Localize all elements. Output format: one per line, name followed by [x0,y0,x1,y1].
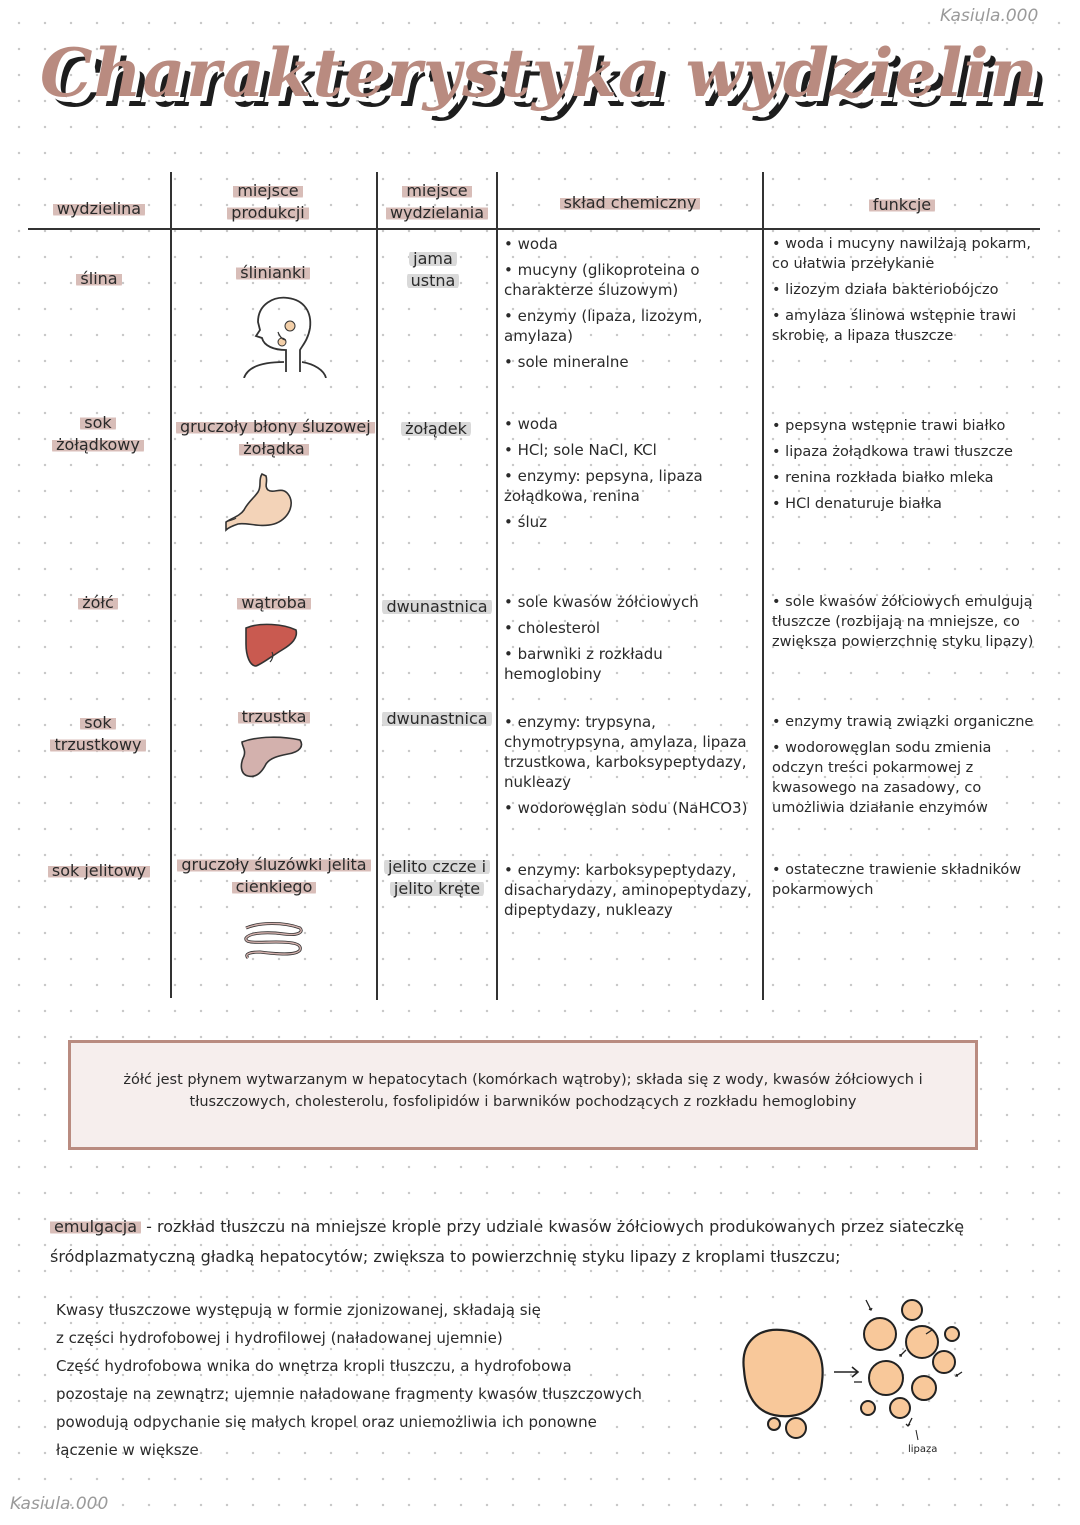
header-secretion-site: miejsce wydzielania [382,180,492,224]
row-intestinal-secretion: sok jelitowy [28,860,170,882]
composition-item: • cholesterol [504,618,764,638]
composition-item: • enzymy: trypsyna, chymotrypsyna, amylaza, lipaza trzustkowa, karboksypeptydazy, nukleazy [504,712,764,792]
lipase-label: lipaza [908,1444,938,1455]
function-item: • pepsyna wstępnie trawi białko [772,416,1038,436]
paragraph-line: Część hydrofobowa wnika do wnętrza kropli tłuszczu, a hydrofobowa [56,1357,572,1375]
fatty-acids-paragraph [56,1296,706,1464]
function-item: • lipaza żołądkowa trawi tłuszcze [772,442,1038,462]
secretions-table [28,172,1040,1002]
row-pancreatic-functions [772,712,1038,824]
emulsification-diagram [730,1290,990,1460]
composition-item: • sole kwasów żółciowych [504,592,764,612]
row-pancreatic-site: dwunastnica [380,708,494,730]
row-saliva-secretion: ślina [28,268,170,290]
head-icon [234,292,330,378]
page-title: Charakterystyka wydzielin [40,34,1039,112]
function-item: • HCl denaturuje białka [772,494,1038,514]
row-bile-production: wątroba [176,592,372,614]
pancreas-icon [238,734,306,782]
header-production: miejsce produkcji [208,180,328,224]
composition-item: • enzymy: pepsyna, lipaza żołądkowa, renina [504,466,762,506]
composition-item: • woda [504,414,762,434]
composition-item: • śluz [504,512,762,532]
composition-item: • mucyny (glikoproteina o charakterze śluzowym) [504,260,762,300]
composition-item: • wodorowęglan sodu (NaHCO3) [504,798,764,818]
function-item: • renina rozkłada białko mleka [772,468,1038,488]
composition-item: • barwniki z rozkładu hemoglobiny [504,644,764,684]
function-item: • amylaza ślinowa wstępnie trawi skrobię, a lipaza tłuszcze [772,306,1038,346]
stomach-icon [224,472,300,532]
bile-note-text: żółć jest płynem wytwarzanym w hepatocytach (komórkach wątroby); składa się z wody, kwasów żółciowych i tłuszczowych, cholesterolu, fosfolipidów i barwników pochodzących z rozkładu hemoglobiny [123,1072,923,1110]
header-composition: skład chemiczny [498,192,762,214]
row-pancreatic-secretion: sok trzustkowy [38,712,158,756]
bile-note-box [68,1040,978,1150]
row-gastric-secretion: sok żołądkowy [38,412,158,456]
function-item: • sole kwasów żółciowych emulgują tłuszcze (rozbijają na mniejsze, co zwiększa powierzchnię styku lipazy) [772,592,1038,652]
paragraph-line: łączenie w większe [56,1441,199,1459]
row-saliva-composition [504,234,762,378]
row-gastric-site: żołądek [388,418,484,440]
emulsification-definition [50,1212,1040,1272]
composition-item: • HCl; sole NaCl, KCl [504,440,762,460]
liver-icon [242,622,300,668]
column-divider [496,172,498,1000]
row-pancreatic-production: trzustka [176,706,372,728]
function-item: • ostateczne trawienie składników pokarmowych [772,860,1038,900]
header-secretion: wydzielina [28,198,170,220]
paragraph-line: Kwasy tłuszczowe występują w formie zjonizowanej, składają się [56,1301,541,1319]
column-divider [376,172,378,1000]
function-item: • enzymy trawią związki organiczne [772,712,1038,732]
row-bile-composition [504,592,764,690]
emulsification-text: - rozkład tłuszczu na mniejsze krople przy udziale kwasów żółciowych produkowanych przez siateczkę śródplazmatyczną gładką hepatocytów; zwiększa to powierzchnię styku lipazy z kroplami tłuszczu; [50,1217,965,1266]
paragraph-line: pozostaje na zewnątrz; ujemnie naładowane fragmenty kwasów tłuszczowych [56,1385,642,1403]
composition-item: • enzymy: karboksypeptydazy, disacharydazy, aminopeptydazy, dipeptydazy, nukleazy [504,860,764,920]
row-pancreatic-composition [504,712,764,824]
column-divider [170,172,172,998]
row-bile-functions [772,592,1038,658]
header-divider [28,228,1040,230]
fat-droplet-illustration [730,1290,990,1460]
row-gastric-production: gruczoły błony śluzowej żołądka [176,416,372,460]
row-gastric-composition [504,414,762,538]
author-signature-top: Kasiula.000 [940,6,1039,26]
row-intestinal-functions [772,860,1038,906]
row-saliva-production: ślinianki [178,262,368,284]
paragraph-line: z części hydrofobowej i hydrofilowej (naładowanej ujemnie) [56,1329,503,1347]
row-intestinal-production: gruczoły śluzówki jelita cienkiego [176,854,372,898]
composition-item: • enzymy (lipaza, lizozym, amylaza) [504,306,762,346]
row-intestinal-composition [504,860,764,926]
header-functions: funkcje [764,194,1040,216]
composition-item: • sole mineralne [504,352,762,372]
paragraph-line: powodują odpychanie się małych kropel oraz uniemożliwia ich ponowne [56,1413,597,1431]
composition-item: • woda [504,234,762,254]
author-signature-bottom: Kasiula.000 [10,1494,109,1514]
row-bile-secretion: żółć [38,592,158,614]
function-item: • lizozym działa bakteriobójczo [772,280,1038,300]
row-bile-site: dwunastnica [380,596,494,618]
row-saliva-site: jama ustna [398,248,468,292]
emulsification-term: emulgacja [50,1217,141,1236]
function-item: • wodorowęglan sodu zmienia odczyn treści pokarmowej z kwasowego na zasadowy, co umożliwia działanie enzymów [772,738,1038,818]
intestine-icon [240,920,306,960]
function-item: • woda i mucyny nawilżają pokarm, co ułatwia przełykanie [772,234,1038,274]
row-saliva-functions [772,234,1038,352]
row-gastric-functions [772,416,1038,520]
row-intestinal-site: jelito czcze i jelito kręte [380,856,494,900]
